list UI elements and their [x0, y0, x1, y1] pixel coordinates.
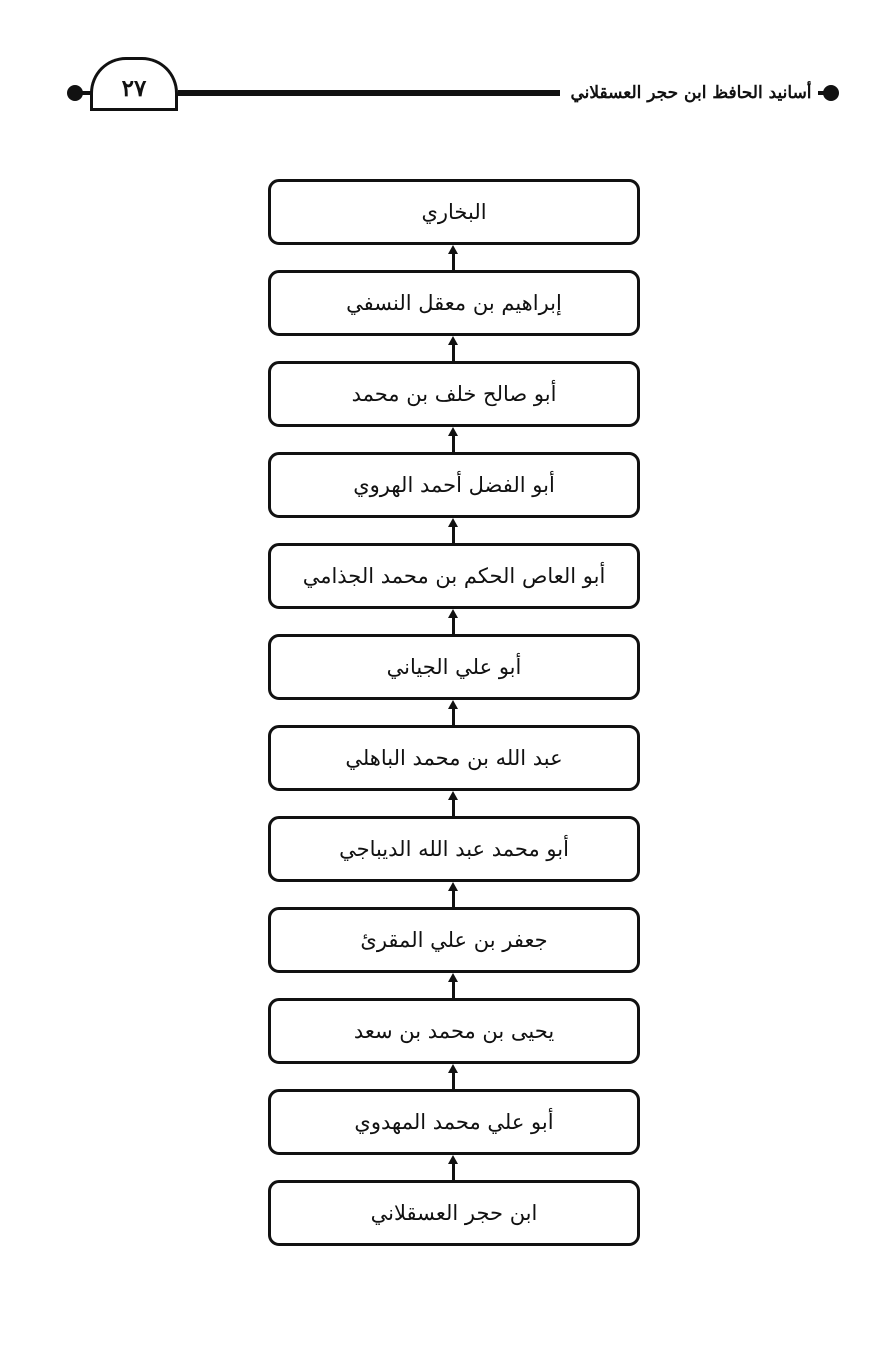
page-number: ٢٧ — [90, 57, 178, 111]
chain-node: أبو صالح خلف بن محمد — [268, 361, 640, 427]
chain-arrow — [268, 427, 640, 452]
page-header — [0, 0, 879, 140]
chain-node: البخاري — [268, 179, 640, 245]
header-rule — [178, 90, 560, 96]
chain-node: أبو علي الجياني — [268, 634, 640, 700]
chain-arrow — [268, 518, 640, 543]
chain-arrow — [268, 336, 640, 361]
chain-arrow — [268, 1064, 640, 1089]
running-title: أسانيد الحافظ ابن حجر العسقلاني — [570, 83, 812, 103]
chain-node: ابن حجر العسقلاني — [268, 1180, 640, 1246]
chain-node: جعفر بن علي المقرئ — [268, 907, 640, 973]
isnad-chain-diagram — [268, 179, 640, 1246]
page-number-base — [90, 108, 178, 111]
chain-node: يحيى بن محمد بن سعد — [268, 998, 640, 1064]
chain-arrow — [268, 700, 640, 725]
chain-node: عبد الله بن محمد الباهلي — [268, 725, 640, 791]
chain-node: أبو العاص الحكم بن محمد الجذامي — [268, 543, 640, 609]
chain-arrow — [268, 245, 640, 270]
chain-node: أبو علي محمد المهدوي — [268, 1089, 640, 1155]
chain-arrow — [268, 1155, 640, 1180]
chain-node: أبو محمد عبد الله الديباجي — [268, 816, 640, 882]
chain-arrow — [268, 791, 640, 816]
header-right-bullet — [823, 85, 839, 101]
chain-arrow — [268, 973, 640, 998]
chain-arrow — [268, 882, 640, 907]
chain-arrow — [268, 609, 640, 634]
chain-node: أبو الفضل أحمد الهروي — [268, 452, 640, 518]
chain-node: إبراهيم بن معقل النسفي — [268, 270, 640, 336]
